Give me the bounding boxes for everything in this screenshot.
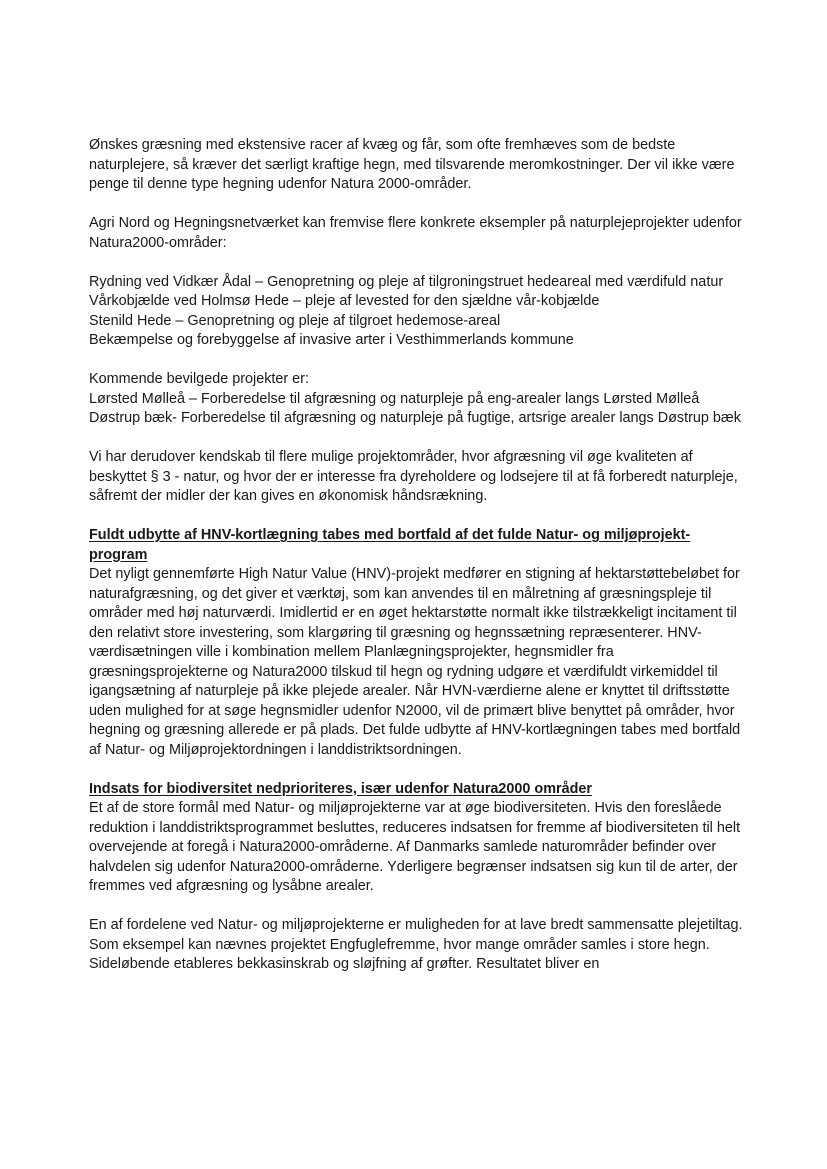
example-item: Stenild Hede – Genopretning og pleje af tilgroet hedemose-areal (89, 312, 501, 329)
paragraph-fencing-costs: Ønskes græsning med ekstensive racer af kvæg og får, som ofte fremhæves som de bedste naturplejere, så kræver det særligt kraftige hegn, med tilsvarende meromkostninger. Der vil ikke være penge til denne type hegning udenfor Natura 2000-områder. (89, 137, 735, 192)
example-item: Vårkobjælde ved Holmsø Hede – pleje af levested for den sjældne vår-kobjælde (89, 293, 600, 309)
example-item: Bekæmpelse og forebyggelse af invasive arter i Vesthimmerlands kommune (89, 332, 574, 348)
section-heading-hnv: Fuldt udbytte af HNV-kortlægning tabes med bortfald af det fulde Natur- og miljøprojekt-program (89, 527, 691, 563)
paragraph-combined-measures: En af fordelene ved Natur- og miljøprojekterne er muligheden for at lave bredt sammensatte plejetiltag. Som eksempel kan nævnes projektet Engfuglefremme, hvor mange områder samles i store hegn. Sideløbende etableres bekkasinskrab og sløjfning af grøfter. Resultatet bliver en (89, 917, 743, 972)
section-body-hnv: Det nyligt gennemførte High Natur Value (HNV)-projekt medfører en stigning af hektarstøttebeløbet for naturafgræsning, og det giver et værktøj, som kan anvendes til en målretning af græsningspleje til områder med høj naturværdi. Imidlertid er en øget hektarstøtte normalt ikke tilstrækkeligt incitament til den relativt store investering, som klargøring til græsning og hegnssætning repræsenterer. HNV-værdisætningen ville i kombination mellem Planlægningsprojekter, hegnsmidler fra græsningsprojekterne og Natura2000 tilskud til hegn og rydning udgøre et værdifuldt virkemiddel til igangsætning af naturpleje på ikke plejede arealer. Når HVN-værdierne alene er knyttet til driftsstøtte uden mulighed for at søge hegnsmidler udenfor N2000, vil de primært blive benyttet på områder, hvor hegning og græsning allerede er på plads. Det fulde udbytte af HNV-kortlægningen tabes med bortfald af Natur- og Miljøprojektordningen i landdistriktsordningen. (89, 566, 741, 758)
section-body-biodiversity: Et af de store formål med Natur- og miljøprojekterne var at øge biodiversiteten. Hvis den foreslåede reduktion i landdistriktsprogrammet besluttes, reduceres indsatsen for fremme af biodiversiteten til helt overvejende at foregå i Natura2000-områderne. Af Danmarks samlede naturområder befinder over halvdelen sig udenfor Natura2000-områderne. Yderligere begrænser indsatsen sig kun til de arter, der fremmes ved afgræsning og lysåbne arealer. (89, 800, 741, 894)
example-list (89, 273, 747, 351)
paragraph-examples-intro: Agri Nord og Hegningsnetværket kan fremvise flere konkrete eksempler på naturplejeprojekter udenfor Natura2000-områder: (89, 215, 742, 251)
paragraph-other-areas: Vi har derudover kendskab til flere mulige projektområder, hvor afgræsning vil øge kvaliteten af beskyttet § 3 - natur, og hvor der er interesse fra dyreholdere og lodsejere til at få forberedt naturpleje, såfremt der midler der kan gives en økonomisk håndsrækning. (89, 449, 738, 504)
upcoming-item: Døstrup bæk- Forberedelse til afgræsning og naturpleje på fugtige, artsrige arealer langs Døstrup bæk (89, 410, 741, 426)
example-item: Rydning ved Vidkær Ådal – Genopretning og pleje af tilgroningstruet hedeareal med værdifuld natur (89, 273, 724, 290)
section-heading-biodiversity: Indsats for biodiversitet nedprioriteres, især udenfor Natura2000 områder (89, 780, 593, 797)
upcoming-intro: Kommende bevilgede projekter er: (89, 371, 309, 387)
upcoming-item: Lørsted Mølleå – Forberedelse til afgræsning og naturpleje på eng-arealer langs Lørsted Mølleå (89, 390, 700, 407)
upcoming-projects-list (89, 370, 747, 429)
